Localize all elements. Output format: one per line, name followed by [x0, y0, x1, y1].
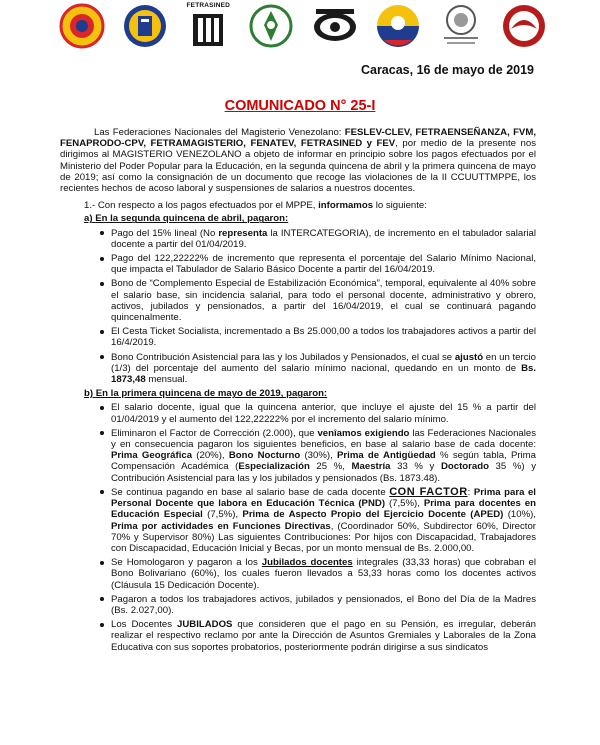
- list-item: Pago del 15% lineal (No representa la INTERCATEGORIA), de incremento en el tabulador salarial docente a partir del 01/04/2019.: [60, 228, 536, 250]
- fetrasined-logo-text: FETRASINED: [186, 2, 231, 9]
- intro-paragraph: Las Federaciones Nacionales del Magisterio Venezolano: FESLEV-CLEV, FETRAENSEÑANZA, FVM, FENAPRODO-CPV, FETRAMAGISTERIO, FENATEV, FETRASINED y FEV, por medio de la presente nos dirigimos al MAGISTERIO VENEZOLANO a objeto de informar en principio sobre los pagos efectuados por el Ministerio del Poder Popular para la Educación, en la segunda quincena de abril y la primera quincena de mayo de 2019; así como la consignación de un documento que recoge las violaciones de la II CCUUTTMPPE, los recientes hechos de acoso laboral y suspensiones de salarios a nuestros docentes.: [60, 127, 536, 195]
- document-date: Caracas, 16 de mayo de 2019: [360, 63, 534, 77]
- fetramagisterio-emblem-icon: [438, 3, 484, 49]
- fev-emblem-icon: [501, 3, 547, 49]
- fenatev-logo: [311, 2, 359, 50]
- list-item: Pagaron a todos los trabajadores activos, jubilados y pensionados, el Bono del Día de la Madres (Bs. 2.027,00).: [60, 594, 536, 616]
- federation-logos: [58, 2, 548, 50]
- list-item: Bono Contribución Asistencial para las y los Jubilados y Pensionados, el cual se ajustó en un tercio (1/3) del porcentaje del aumento del salario mínimo nacional, quedando en un monto de Bs. 1873,48 mensual.: [60, 352, 536, 386]
- fvm-logo: [247, 2, 295, 50]
- list-item: Bono de “Complemento Especial de Estabilización Económica”, temporal, equivalente al 40% sobre el salario base, sin incidencia salarial, para todo el personal docente, administrativo y obrero, activos, jubilados y pensionados, a partir del 16/04/2019, el cual se continuará pagando quincenalmente.: [60, 278, 536, 323]
- list-item: Pago del 122,22222% de incremento que representa el porcentaje del Salario Mínimo Nacional, que impacta el Tabulador de Salario Básico Docente a partir del 16/04/2019.: [60, 253, 536, 275]
- document-body: [60, 127, 536, 656]
- list-item: El salario docente, igual que la quincena anterior, que incluye el ajuste del 15 % a partir del 01/04/2019 y el aumento del 122,22222% por el incremento del salario mínimo.: [60, 402, 536, 424]
- section-a-heading: a) En la segunda quincena de abril, pagaron:: [84, 213, 289, 225]
- fetraensenanza-logo: [121, 2, 169, 50]
- section-b-heading: b) En la primera quincena de mayo de 2019, pagaron:: [84, 388, 328, 400]
- fenaprodo-logo: [374, 2, 422, 50]
- list-item: Se continua pagando en base al salario base de cada docente CON FACTOR: Prima para el Personal Docente que labora en Educación Técnica (PND) (7,5%), Prima para docentes en Educación Especial (7,5%), Prima de Aspecto Propio del Ejercicio Docente (APED) (10%), Prima por actividades en Funciones Directivas, (Coordinador 50%, Subdirector 60%, Director 70% y Supervisor 80%) Las siguientes Contribuciones: Por hijos con Discapacidad, Trabajadores con Discapacidad, Educación Inicial y Becas, por un monto mensual de Bs. 2.000,00.: [60, 487, 536, 554]
- fvm-emblem-icon: [248, 3, 294, 49]
- fetramagisterio-logo: [437, 2, 485, 50]
- fesley-emblem-icon: [59, 3, 105, 49]
- section-a-list: [60, 228, 536, 386]
- fenaprodo-emblem-icon: [375, 3, 421, 49]
- list-item: Se Homologaron y pagaron a los Jubilados docentes integrales (33,33 horas) que cobraban el Bono Bolivariano (60%), los cuales fueron llevados a 53,33 horas como los docentes activos (Cláusula 15 Dedicación Docente).: [60, 557, 536, 591]
- fesley-logo: [58, 2, 106, 50]
- list-item: El Cesta Ticket Socialista, incrementado a Bs 25.000,00 a todos los trabajadores activos a partir del 16/4/2019.: [60, 326, 536, 348]
- fetraensenanza-emblem-icon: [122, 3, 168, 49]
- point-1: 1.- Con respecto a los pagos efectuados por el MPPE, informamos lo siguiente:: [84, 200, 427, 212]
- section-b-list: [60, 402, 536, 652]
- fetrasined-emblem-icon: [185, 3, 231, 49]
- list-item: Eliminaron el Factor de Corrección (2.000), que venîamos exigiendo las Federaciones Nacionales y en consecuencia pagaron los siguientes beneficios, en base al salario base de cada docente: Prima Geográfica (20%), Bono Nocturno (30%), Prima de Antigüedad % según tabla, Prima Compensación Académica (Especialización 25 %, Maestría 33 % y Doctorado 35 %) y Contribución Asistencial para las y los jubilados y pensionados (Bs. 1873.48).: [60, 428, 536, 484]
- fenatev-emblem-icon: [312, 3, 358, 49]
- list-item: Los Docentes JUBILADOS que consideren que el pago en su Pensión, es irregular, deberán realizar el respectivo reclamo por ante la Dirección de Asuntos Gremiales y Laborales de la Zona Educativa con sus soportes probatorios, posteriormente podrán dirigirse a sus sindicatos: [60, 619, 536, 653]
- communique-title: COMUNICADO N° 25-I: [224, 98, 376, 114]
- fetrasined-logo: [184, 2, 232, 50]
- fev-logo: [500, 2, 548, 50]
